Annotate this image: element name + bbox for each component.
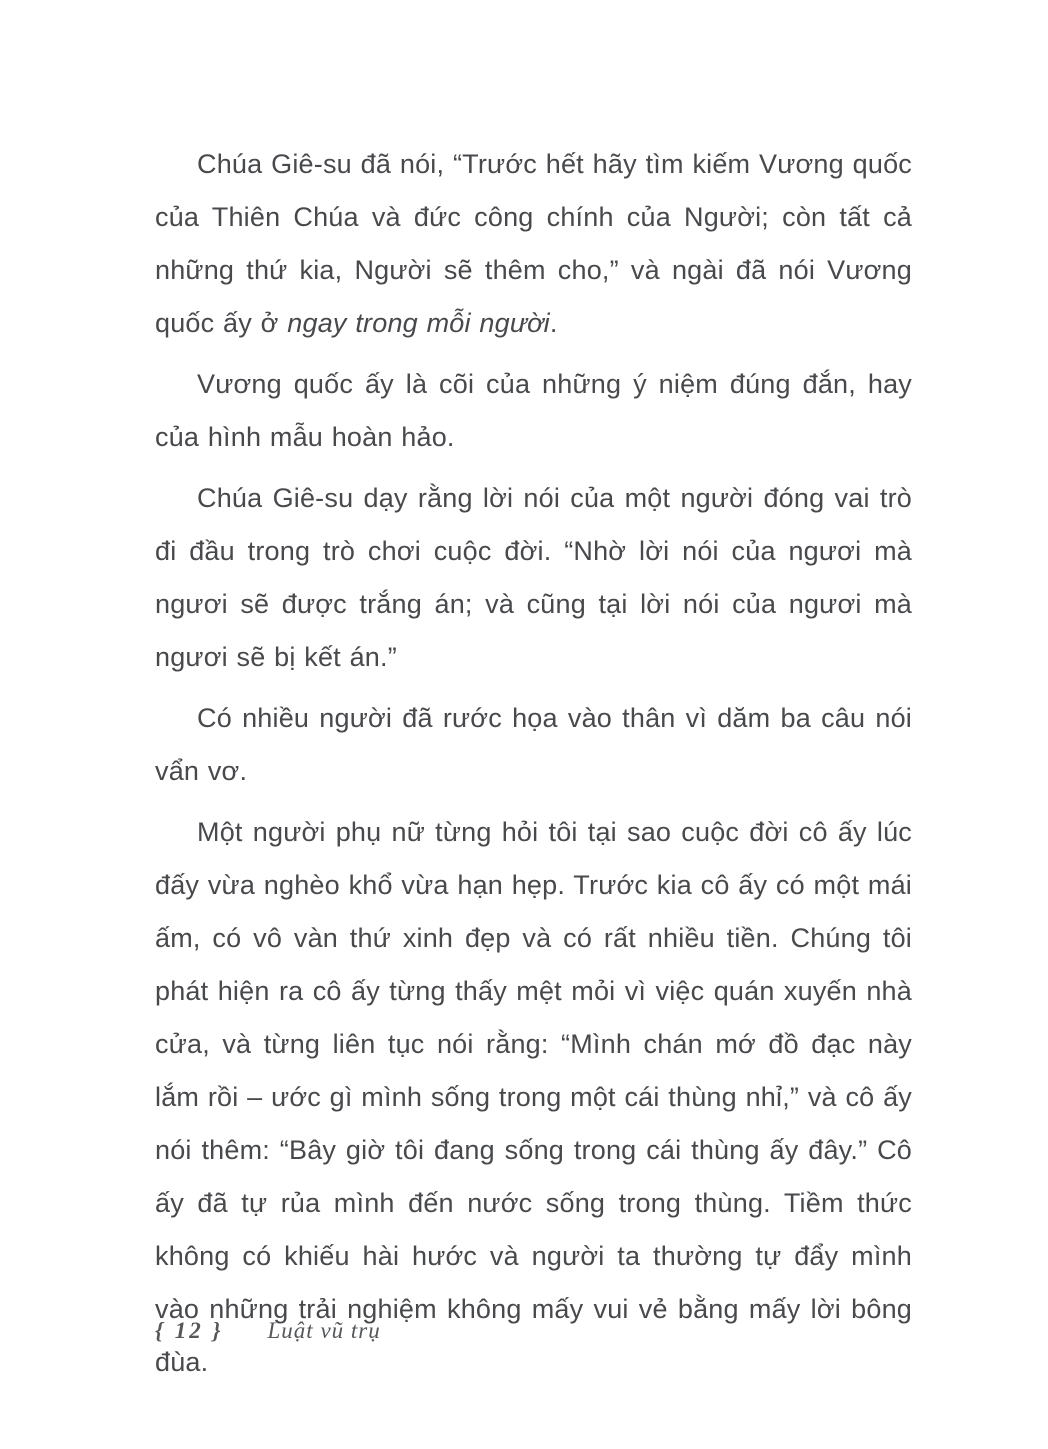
book-title: Luật vũ trụ: [267, 1318, 381, 1343]
page-text-block: [155, 138, 912, 1397]
page-number: { 12 }: [155, 1318, 224, 1343]
paragraph-1: Chúa Giê-su đã nói, “Trước hết hãy tìm kiếm Vương quốc của Thiên Chúa và đức công chính của Người; còn tất cả những thứ kia, Người sẽ thêm cho,” và ngài đã nói Vương quốc ấy ở ngay trong mỗi người.: [155, 149, 912, 338]
paragraph-5: Một người phụ nữ từng hỏi tôi tại sao cuộc đời cô ấy lúc đấy vừa nghèo khổ vừa hạn hẹp. Trước kia cô ấy có một mái ấm, có vô vàn thứ xinh đẹp và có rất nhiều tiền. Chúng tôi phát hiện ra cô ấy từng thấy mệt mỏi vì việc quán xuyến nhà cửa, và từng liên tục nói rằng: “Mình chán mớ đồ đạc này lắm rồi – ước gì mình sống trong một cái thùng nhỉ,” và cô ấy nói thêm: “Bây giờ tôi đang sống trong cái thùng ấy đây.” Cô ấy đã tự rủa mình đến nước sống trong thùng. Tiềm thức không có khiếu hài hước và người ta thường tự đẩy mình vào những trải nghiệm không mấy vui vẻ bằng mấy lời bông đùa.: [155, 817, 912, 1377]
paragraph-2: Vương quốc ấy là cõi của những ý niệm đúng đắn, hay của hình mẫu hoàn hảo.: [155, 369, 912, 452]
paragraph-4: Có nhiều người đã rước họa vào thân vì dăm ba câu nói vẩn vơ.: [155, 703, 912, 786]
paragraph-3: Chúa Giê-su dạy rằng lời nói của một người đóng vai trò đi đầu trong trò chơi cuộc đời. “Nhờ lời nói của ngươi mà ngươi sẽ được trắng án; và cũng tại lời nói của ngươi mà ngươi sẽ bị kết án.”: [155, 483, 912, 672]
page-footer: [155, 1318, 381, 1344]
